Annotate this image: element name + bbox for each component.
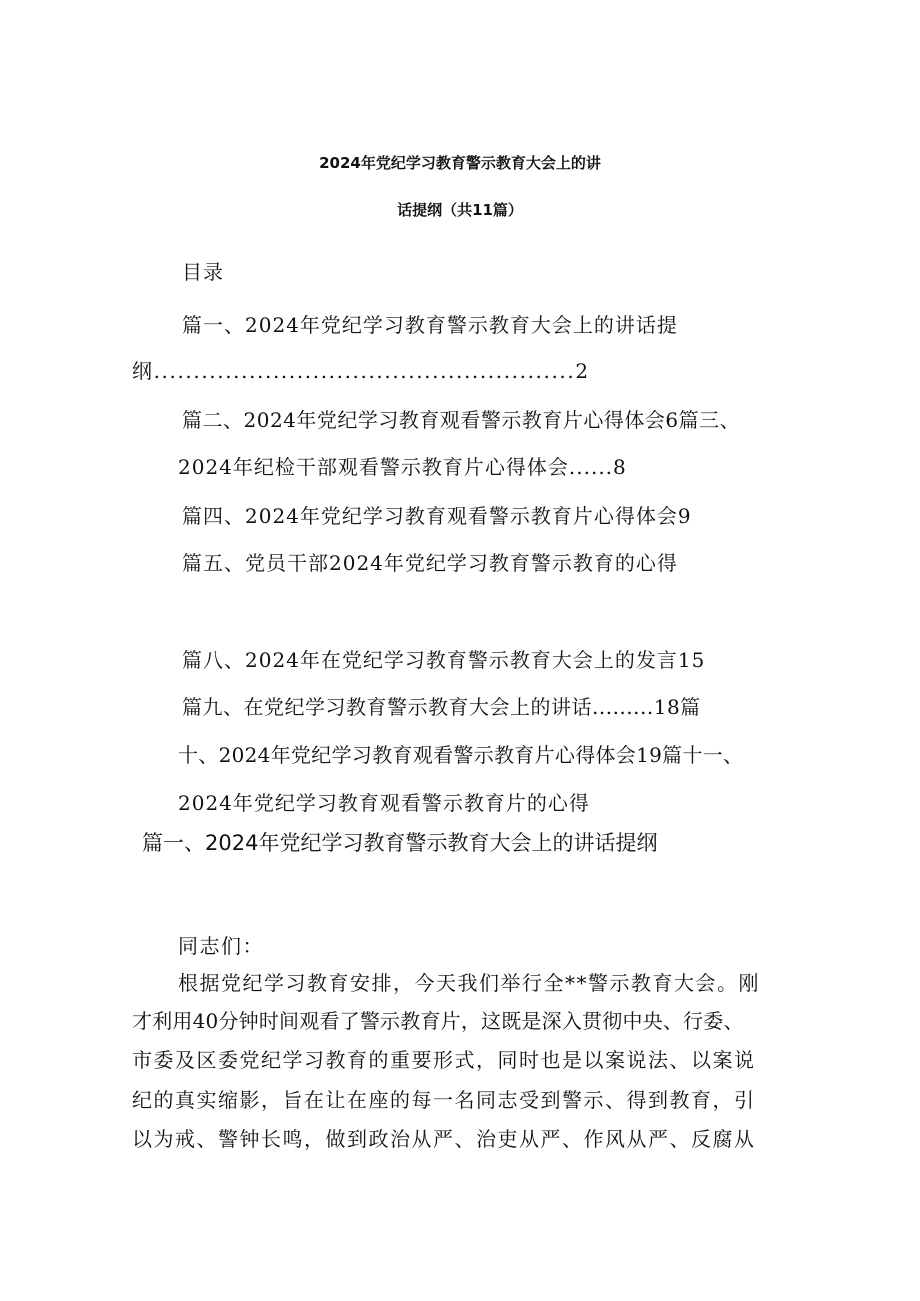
paragraph-line: 才利用40分钟时间观看了警示教育片，这既是深入贯彻中央、行委、 <box>132 1009 744 1033</box>
document-title-line-1: 2024年党纪学习教育警示教育大会上的讲 <box>319 154 601 172</box>
paragraph-line: 市委及区委党纪学习教育的重要形式，同时也是以案说法、以案说 <box>132 1048 756 1072</box>
toc-line: 篇四、2024年党纪学习教育观看警示教育片心得体会9 <box>182 504 692 528</box>
salutation: 同志们： <box>178 934 264 958</box>
paragraph-line: 以为戒、警钟长鸣，做到政治从严、治吏从严、作风从严、反腐从 <box>132 1127 756 1151</box>
toc-line: 2024年纪检干部观看警示教育片心得体会......8 <box>178 455 627 479</box>
toc-line: 2024年党纪学习教育观看警示教育片的心得 <box>178 791 590 815</box>
toc-heading: 目录 <box>182 260 224 284</box>
toc-line: 纲.....................................................2 <box>132 359 590 383</box>
toc-line: 十、2024年党纪学习教育观看警示教育片心得体会19篇十一、 <box>178 743 744 767</box>
toc-line: 篇八、2024年在党纪学习教育警示教育大会上的发言15 <box>182 648 706 672</box>
section-heading: 篇一、2024年党纪学习教育警示教育大会上的讲话提纲 <box>142 831 658 855</box>
toc-line: 篇九、在党纪学习教育警示教育大会上的讲话.........18篇 <box>182 695 701 719</box>
paragraph-line: 纪的真实缩影，旨在让在座的每一名同志受到警示、得到教育，引 <box>132 1088 756 1112</box>
toc-line: 篇一、2024年党纪学习教育警示教育大会上的讲话提 <box>182 313 678 337</box>
toc-line: 篇五、党员干部2024年党纪学习教育警示教育的心得 <box>182 551 678 575</box>
toc-line: 篇二、2024年党纪学习教育观看警示教育片心得体会6篇三、 <box>182 408 741 432</box>
paragraph-line: 根据党纪学习教育安排，今天我们举行全**警示教育大会。刚 <box>178 971 760 995</box>
document-title-line-2: 话提纲（共11篇） <box>397 201 523 219</box>
